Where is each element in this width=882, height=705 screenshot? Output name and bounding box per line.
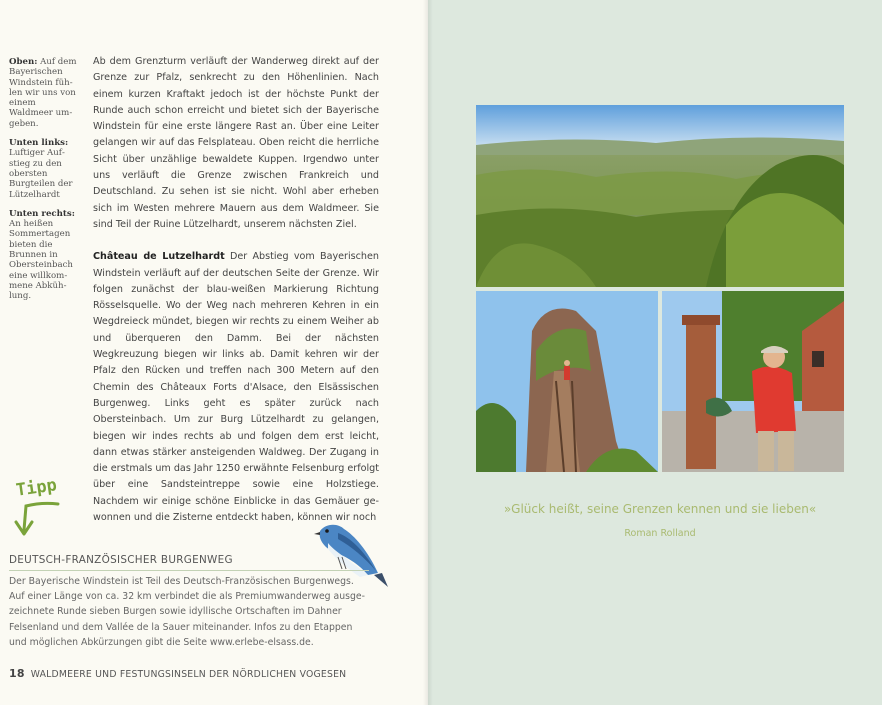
- caption-heading: Unten rechts:: [9, 208, 75, 219]
- arrow-down-icon: [12, 478, 82, 543]
- divider: [9, 570, 369, 571]
- paragraph: [93, 249, 379, 526]
- caption-text: Auf dem Bayerischen Windstein fühlen wir uns von einem Waldmeer umgeben.: [9, 57, 77, 129]
- photo-hiker-fountain: [662, 291, 844, 472]
- section-heading: Château de Lutzelhardt: [93, 251, 225, 263]
- tip-marker: [12, 475, 82, 543]
- book-gutter: [423, 0, 433, 705]
- caption-bottom-right: [9, 209, 79, 302]
- paragraph-text: Der Abstieg vom Bayerischen Windstein verläuft auf der deutschen Seite der Grenze. Wir folgen zunächst der blau-weißen Markierung Richtung Rösselsquelle. Wo der Weg nach mehreren Kehren in ein Wegdreieck mündet, biegen wir rechts zu einem Weiher ab und überqueren den Damm. Bei der nächsten Wegkreuzung biegen wir links ab. Damit kehren wir der Pfalz den Rücken und treffen nach 300 Metern auf den Chemin des Châteaux Forts d'Alsace, den Elsässischen Burgenweg. Links geht es später zurück nach Obersteinbach. Um zur Burg Lützelhardt zu gelangen, biegen wir indes rechts ab und folgen dem erst leicht, dann etwas stärker ansteigenden Waldweg. Der Zugang in die erstmals um das Jahr 1250 erwähnte Felsenburg erfolgt über eine Sandsteintreppe sowie eine Holzstiege. Nachdem wir einige schöne Einblicke in das Gemäuer gewonnen und die Zisterne entdeckt haben, können wir noch: [93, 251, 379, 524]
- tip-label: Tipp: [14, 475, 59, 501]
- tip-text: Der Bayerische Windstein ist Teil des Deutsch-Französischen Burgenwegs. Auf einer Länge von ca. 32 km verbindet die als Premiumwanderweg ausgezeichnete Runde sieben Burgen sowie idyllische Ortschaften im Dahner Felsenland und dem Vallée de la Sauer miteinander. Infos zu den Etappen und möglichen Abkürzungen gibt die Seite www.erlebe-elsass.de.: [9, 576, 365, 648]
- tip-title: DEUTSCH-FRANZÖSISCHER BURGENWEG: [9, 554, 233, 566]
- quote-author: Roman Rolland: [624, 528, 696, 539]
- caption-text: Luftiger Aufstieg zu den obersten Burgteilen der Lützelhardt: [9, 148, 73, 200]
- paragraph: Ab dem Grenzturm verläuft der Wanderweg direkt auf der Grenze zur Pfalz, senkrecht zu den Höhenlinien. Nach einem kurzen Kraftakt jedoch ist der höchste Punkt der Runde auch schon erreicht und bietet sich der Bayerische Windstein für eine erste längere Rast an. Über eine Leiter gelangen wir auf das Felsplateau. Oben reicht die herrliche Sicht über unzählige bewaldete Kuppen. Irgendwo unter uns verläuft die Grenze zwischen Frankreich und Deutschland. Zu sehen ist sie nicht. Wohl aber erheben sich im Westen mehrere Mauern aus dem Waldmeer. Sie sind Teil der Ruine Lützelhardt, unserem nächsten Ziel.: [93, 56, 379, 230]
- caption-text: An heißen Sommertagen bieten die Brunnen in Obersteinbach eine willkommene Abkühlung.: [9, 219, 73, 302]
- main-text-column: [93, 54, 379, 542]
- caption-heading: Oben:: [9, 57, 38, 67]
- page-footer: [9, 667, 346, 680]
- caption-bottom-left: [9, 138, 79, 200]
- photo-forest-panorama: [476, 105, 844, 287]
- page-number: 18: [9, 667, 25, 680]
- photo-captions: [9, 57, 79, 311]
- caption-top: [9, 57, 79, 129]
- chapter-title: WALDMEERE UND FESTUNGSINSELN DER NÖRDLICHEN VOGESEN: [30, 669, 347, 680]
- caption-heading: Unten links:: [9, 138, 69, 149]
- photo-castle-ruin-climb: [476, 291, 658, 472]
- quote-text: »Glück heißt, seine Grenzen kennen und sie lieben«: [503, 502, 817, 516]
